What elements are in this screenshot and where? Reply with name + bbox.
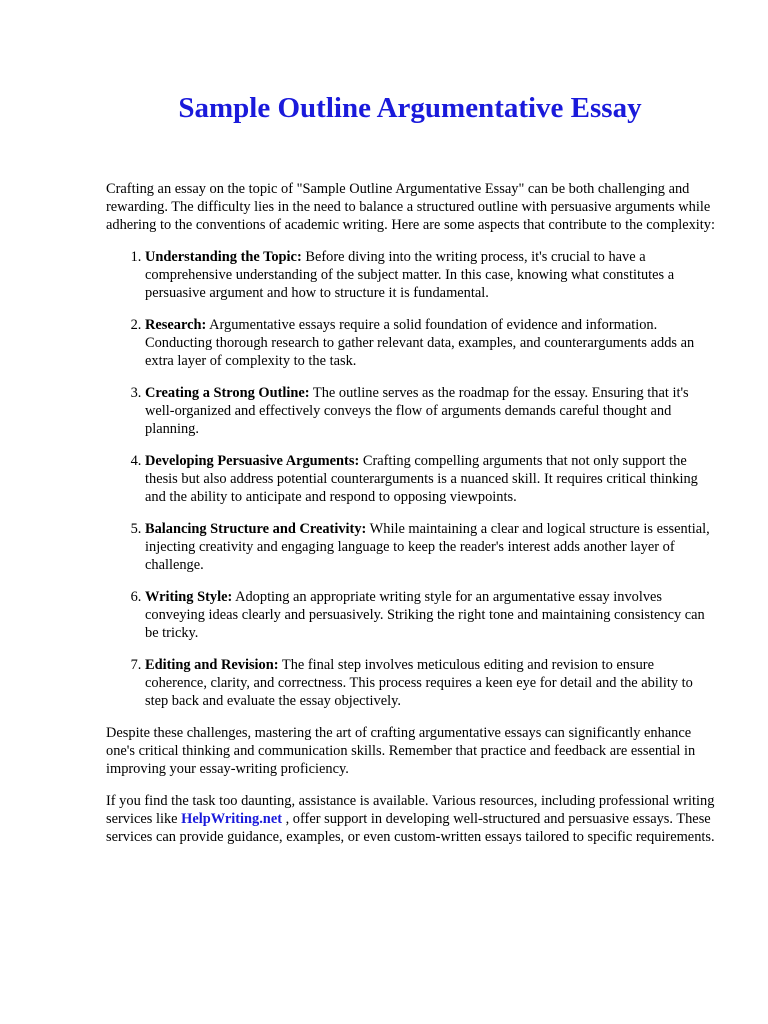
list-item-term: Editing and Revision: <box>145 657 279 673</box>
list-item-text: Before diving into the writing process, it's crucial to have a comprehensive understanding of the subject matter. In this case, knowing what constitutes a persuasive argument and how to structure it is fundamental. <box>145 249 675 301</box>
list-item-term: Developing Persuasive Arguments: <box>145 453 360 469</box>
list-item-term: Research: <box>145 317 207 333</box>
helpwriting-link[interactable]: HelpWriting.net <box>181 811 282 827</box>
list-item-text: The outline serves as the roadmap for the essay. Ensuring that it's well-organized and effectively conveys the flow of arguments demands careful thought and planning. <box>145 385 689 437</box>
page-title: Sample Outline Argumentative Essay <box>178 92 642 124</box>
list-item-text: Adopting an appropriate writing style for an argumentative essay involves conveying ideas clearly and persuasively. Striking the right tone and maintaining consistency can be tricky. <box>145 589 705 641</box>
intro-paragraph: Crafting an essay on the topic of "Sample Outline Argumentative Essay" can be both challenging and rewarding. The difficulty lies in the need to balance a structured outline with persuasive arguments while adhering to the conventions of academic writing. Here are some aspects that contribute to the complexity: <box>106 181 716 233</box>
closing-text-after-link: , offer support in developing well-structured and persuasive essays. These services can provide guidance, examples, or even custom-written essays tailored to specific requirements. <box>106 811 715 845</box>
list-item <box>145 452 718 506</box>
list-item-term: Writing Style: <box>145 589 233 605</box>
closing-paragraph <box>106 792 718 846</box>
list-item-term: Creating a Strong Outline: <box>145 385 310 401</box>
list-item <box>145 248 718 302</box>
complexity-list <box>106 248 718 710</box>
list-item <box>145 384 718 438</box>
list-item-text: The final step involves meticulous editing and revision to ensure coherence, clarity, and correctness. This process requires a keen eye for detail and the ability to step back and evaluate the essay objectively. <box>145 657 693 709</box>
closing-text-before-link: If you find the task too daunting, assistance is available. Various resources, including professional writing services like <box>106 793 715 827</box>
conclusion-paragraph: Despite these challenges, mastering the art of crafting argumentative essays can significantly enhance one's critical thinking and communication skills. Remember that practice and feedback are essential in improving your essay-writing proficiency. <box>106 725 696 777</box>
list-item <box>145 316 718 370</box>
list-item <box>145 656 718 710</box>
document-body <box>106 180 718 860</box>
list-item-text: Crafting compelling arguments that not only support the thesis but also address potential counterarguments is a nuanced skill. It requires critical thinking and the ability to anticipate and respond to opposing viewpoints. <box>145 453 698 505</box>
list-item-term: Balancing Structure and Creativity: <box>145 521 367 537</box>
list-item <box>145 520 718 574</box>
list-item <box>145 588 718 642</box>
list-item-text: Argumentative essays require a solid foundation of evidence and information. Conducting thorough research to gather relevant data, examples, and counterarguments adds an extra layer of complexity to the task. <box>145 317 695 369</box>
list-item-text: While maintaining a clear and logical structure is essential, injecting creativity and engaging language to keep the reader's interest adds another layer of challenge. <box>145 521 710 573</box>
list-item-term: Understanding the Topic: <box>145 249 302 265</box>
